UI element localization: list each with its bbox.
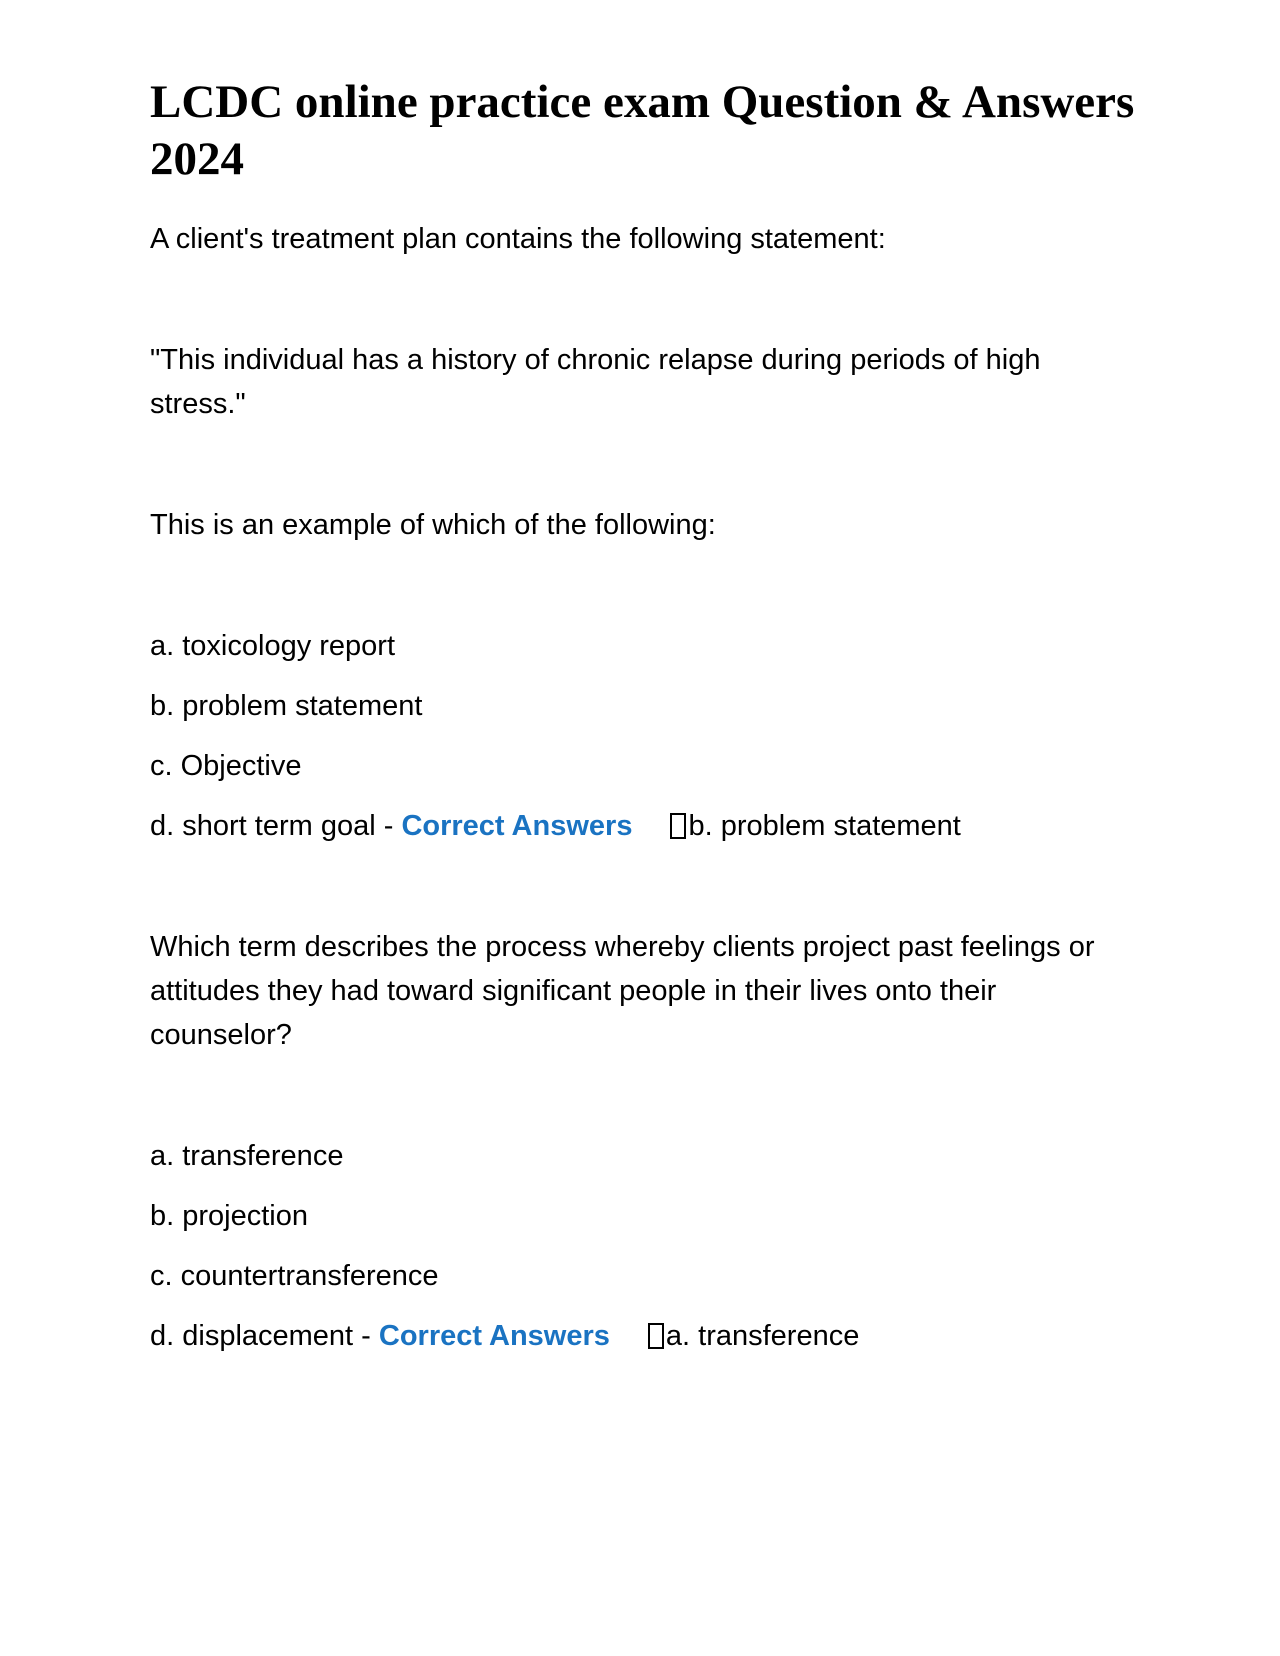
answer-option-text: d. short term goal -	[150, 810, 402, 842]
question-prompt: This is an example of which of the following:	[150, 509, 716, 541]
document-page	[150, 74, 1135, 1358]
correct-answers-label: Correct Answers	[378, 1320, 610, 1352]
question-prompt: Which term describes the process whereby clients project past feelings or attitudes they had toward significant people in their lives onto their counselor?	[150, 931, 1095, 1051]
answer-option-with-key	[150, 1314, 1135, 1358]
answer-option: b. problem statement	[150, 690, 423, 722]
answer-option: a. toxicology report	[150, 630, 396, 662]
question-prompt: A client's treatment plan contains the following statement:	[150, 223, 886, 255]
correct-answers-label: Correct Answers	[401, 810, 633, 842]
question-block	[150, 217, 1135, 848]
question-quote: "This individual has a history of chronic relapse during periods of high stress."	[150, 344, 1041, 420]
missing-glyph-box	[670, 813, 686, 839]
answer-option-with-key	[150, 804, 1135, 848]
correct-answer-text: b. problem statement	[688, 810, 961, 842]
question-block	[150, 925, 1135, 1358]
correct-answer-text: a. transference	[665, 1320, 860, 1352]
answer-option: a. transference	[150, 1140, 344, 1172]
answer-option: c. countertransference	[150, 1260, 439, 1292]
answer-option-text: d. displacement -	[150, 1320, 379, 1352]
answer-option: b. projection	[150, 1200, 308, 1232]
missing-glyph-box	[648, 1323, 664, 1349]
answer-option: c. Objective	[150, 750, 302, 782]
page-title: LCDC online practice exam Question & Answers 2024	[150, 76, 1135, 185]
